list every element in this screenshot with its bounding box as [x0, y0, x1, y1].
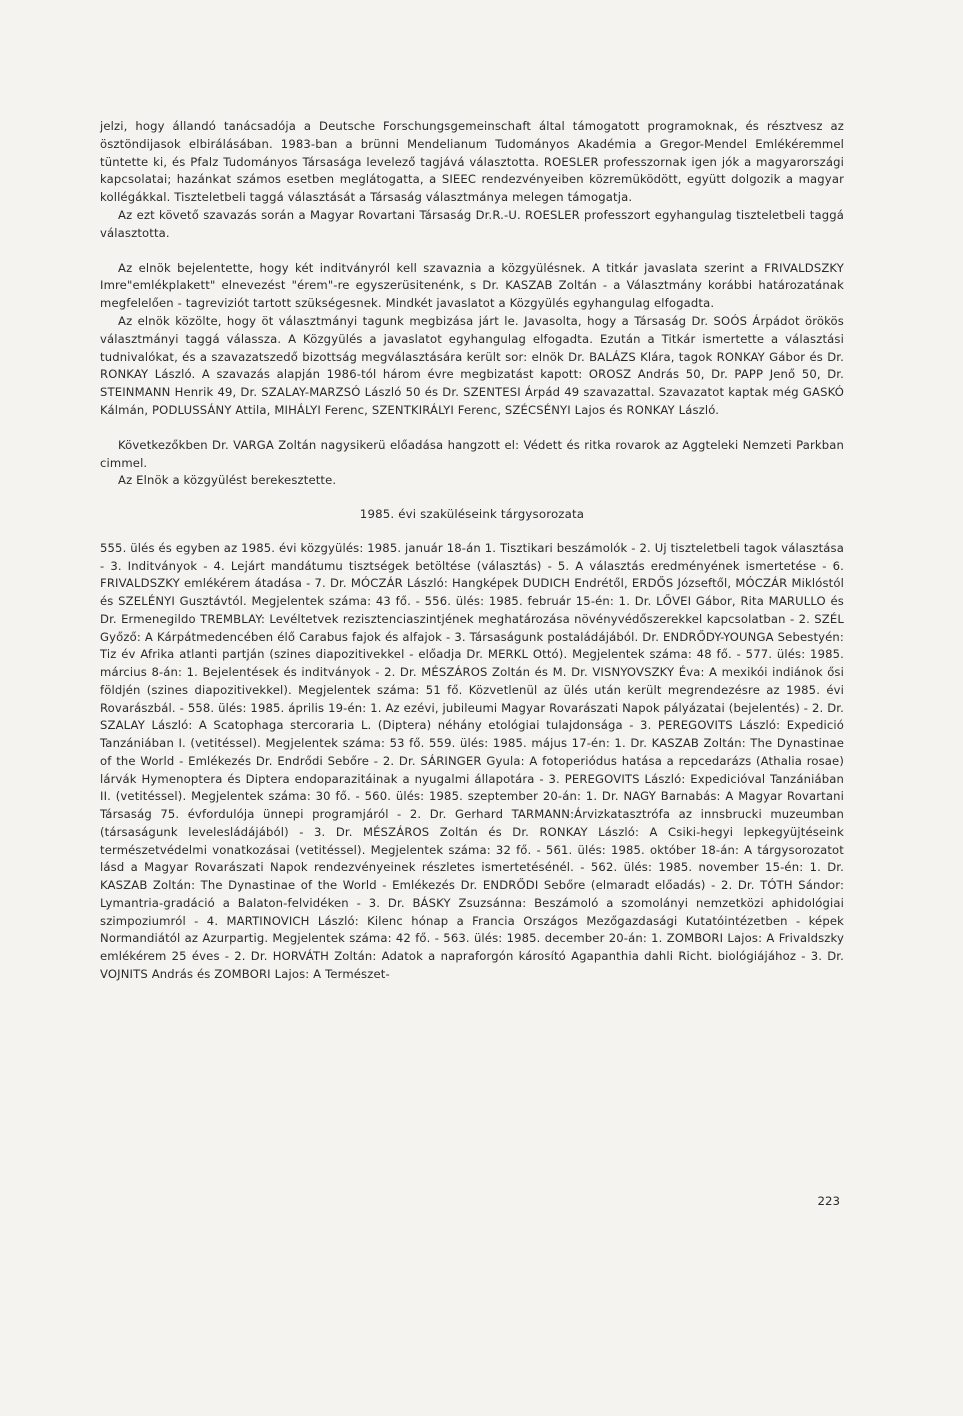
paragraph-election: Az elnök közölte, hogy öt választmányi tagunk megbizása járt le. Javasolta, hogy a Társaság Dr. SOÓS Árpádot örökös választmányi taggá válassza. A Közgyülés a javaslatot egyhangulag elfogadta. Ezután a Titkár ismertette a választási tudnivalókat, és a szavazatszedő bizottság megválasztására került sor: elnök Dr. BALÁZS Klára, tagok RONKAY Gábor és Dr. RONKAY László. A szavazás alapján 1986-tól három évre megbizatást kapott: OROSZ András 50, Dr. PAPP Jenő 50, Dr. STEINMANN Henrik 49, Dr. SZALAY-MARZSÓ László 50 és Dr. SZENTESI Árpád 49 szavazattal. Szavazatot kaptak még GASKÓ Kálmán, PODLUSSÁNY Attila, MIHÁLYI Ferenc, SZENTKIRÁLYI Ferenc, SZÉCSÉNYI Lajos és RONKAY László.: [100, 313, 844, 417]
paragraph-lecture: Következőkben Dr. VARGA Zoltán nagysikerü előadása hangzott el: Védett és ritka rovarok az Aggteleki Nemzeti Parkban cimmel.: [100, 437, 844, 470]
section-heading: 1985. évi szaküléseink tárgysorozata: [359, 507, 585, 522]
document-page: [100, 118, 844, 984]
paragraph-motions: Az elnök bejelentette, hogy két inditványról kell szavaznia a közgyülésnek. A titkár javaslata szerint a FRIVALDSZKY Imre"emlékplakett" elnevezést "érem"-re egyszerüsitenénk, s Dr. KASZAB Zoltán - a Választmány korábbi határozatának megfelelően - tagreviziót tartott szükségesnek. Mindkét javaslatot a Közgyülés egyhangulag elfogadta.: [100, 260, 844, 311]
paragraph-roesler-vote: Az ezt követő szavazás során a Magyar Rovartani Társaság Dr.R.-U. ROESLER professzort egyhangulag tiszteletbeli taggá választotta.: [100, 207, 844, 240]
page-number: 223: [817, 1194, 840, 1208]
paragraph-agenda: 555. ülés és egyben az 1985. évi közgyülés: 1985. január 18-án 1. Tisztikari beszámolók - 2. Uj tiszteletbeli tagok választása - 3. Inditványok - 4. Lejárt mandátumu tisztségek betöltése (választás) - 5. A választás eredményének ismertetése - 6. FRIVALDSZKY emlékérem átadása - 7. Dr. MÓCZÁR László: Hangképek DUDICH Endrétől, ERDŐS Józseftől, MÓCZÁR Miklóstól és SZELÉNYI Gusztávtól. Megjelentek száma: 43 fő. - 556. ülés: 1985. február 15-én: 1. Dr. LŐVEI Gábor, Rita MARULLO és Dr. Ermenegildo TREMBLAY: Levéltetvek rezisztenciaszintjének meghatározása növényvédőszerekkel kapcsolatban - 2. SZÉL Győző: A Kárpátmedencében élő Carabus fajok és alfajok - 3. Társaságunk postaládájából. Dr. ENDRŐDY-YOUNGA Sebestyén: Tiz év Afrika atlanti partján (szines diapozitivekkel - előadja Dr. MERKL Ottó). Megjelentek száma: 48 fő. - 577. ülés: 1985. március 8-án: 1. Bejelentések és inditványok - 2. Dr. MÉSZÁROS Zoltán és M. Dr. VISNYOVSZKY Éva: A mexikói indiánok ősi földjén (szines diapozitivekkel). Megjelentek száma: 51 fő. Közvetlenül az ülés után került megrendezésre az 1985. évi Rovarászbál. - 558. ülés: 1985. április 19-én: 1. Az ezévi, jubileumi Magyar Rovarászati Napok pályázatai (bejelentés) - 2. Dr. SZALAY László: A Scatophaga stercoraria L. (Diptera) néhány etológiai tulajdonsága - 3. PEREGOVITS László: Expedició Tanzániában I. (vetitéssel). Megjelentek száma: 53 fő. 559. ülés: 1985. május 17-én: 1. Dr. KASZAB Zoltán: The Dynastinae of the World - Emlékezés Dr. Endrődi Sebőre - 2. Dr. SÁRINGER Gyula: A fotoperiódus hatása a repcedarázs (Athalia rosae) lárvák Hymenoptera és Diptera endoparazitáinak a nyugalmi állapotára - 3. PEREGOVITS László: Expedicióval Tanzániában II. (vetitéssel). Megjelentek száma: 30 fő. - 560. ülés: 1985. szeptember 20-án: 1. Dr. NAGY Barnabás: A Magyar Rovartani Társaság 75. évfordulója ünnepi programjáról - 2. Dr. Gerhard TARMANN:Árvizkatasztrófa az innsbrucki muzeumban (társaságunk levelesládájából) - 3. Dr. MÉSZÁROS Zoltán és Dr. RONKAY László: A Csiki-hegyi lepkegyüjtéseink természetvédelmi vonatkozásai (vetitéssel). Megjelentek száma: 32 fő. - 561. ülés: 1985. október 18-án: A tárgysorozatot lásd a Magyar Rovarászati Napok rendezvényeinek részletes ismertetésénél. - 562. ülés: 1985. november 15-én: 1. Dr. KASZAB Zoltán: The Dynastinae of the World - Emlékezés Dr. ENDRŐDI Sebőre (elmaradt előadás) - 2. Dr. TÓTH Sándor: Lymantria-gradáció a Balaton-felvidéken - 3. Dr. BÁSKY Zsuzsánna: Beszámoló a szomolányi nemzetközi aphidológiai szimpoziumról - 4. MARTINOVICH László: Kilenc hónap a Francia Országos Mezőgazdasági Kutatóintézetben - képek Normandiától az Azurpartig. Megjelentek száma: 42 fő. - 563. ülés: 1985. december 20-án: 1. ZOMBORI Lajos: A Frivaldszky emlékérem 25 éves - 2. Dr. HORVÁTH Zoltán: Adatok a napraforgón károsító Agapanthia dahli Richt. biológiájához - 3. Dr. VOJNITS András és ZOMBORI Lajos: A Természet-: [100, 540, 844, 981]
paragraph-roesler-intro: jelzi, hogy állandó tanácsadója a Deutsche Forschungsgemeinschaft által támogatott programoknak, és résztvesz az ösztöndijasok elbirálásában. 1983-ban a brünni Mendelianum Tudományos Akadémia a Gregor-Mendel Emlékéremmel tüntette ki, és Pfalz Tudományos Társasága levelező tagjává választotta. ROESLER professzornak igen jók a magyarországi kapcsolatai; hazánkat számos esetben meglátogatta, a SIEEC rendezvényeiben közremüködött, együtt dolgozik a magyar kollégákkal. Tiszteletbeli taggá választását a Társaság választmánya melegen támogatja.: [100, 119, 844, 205]
paragraph-closing: Az Elnök a közgyülést berekesztette.: [118, 473, 337, 488]
